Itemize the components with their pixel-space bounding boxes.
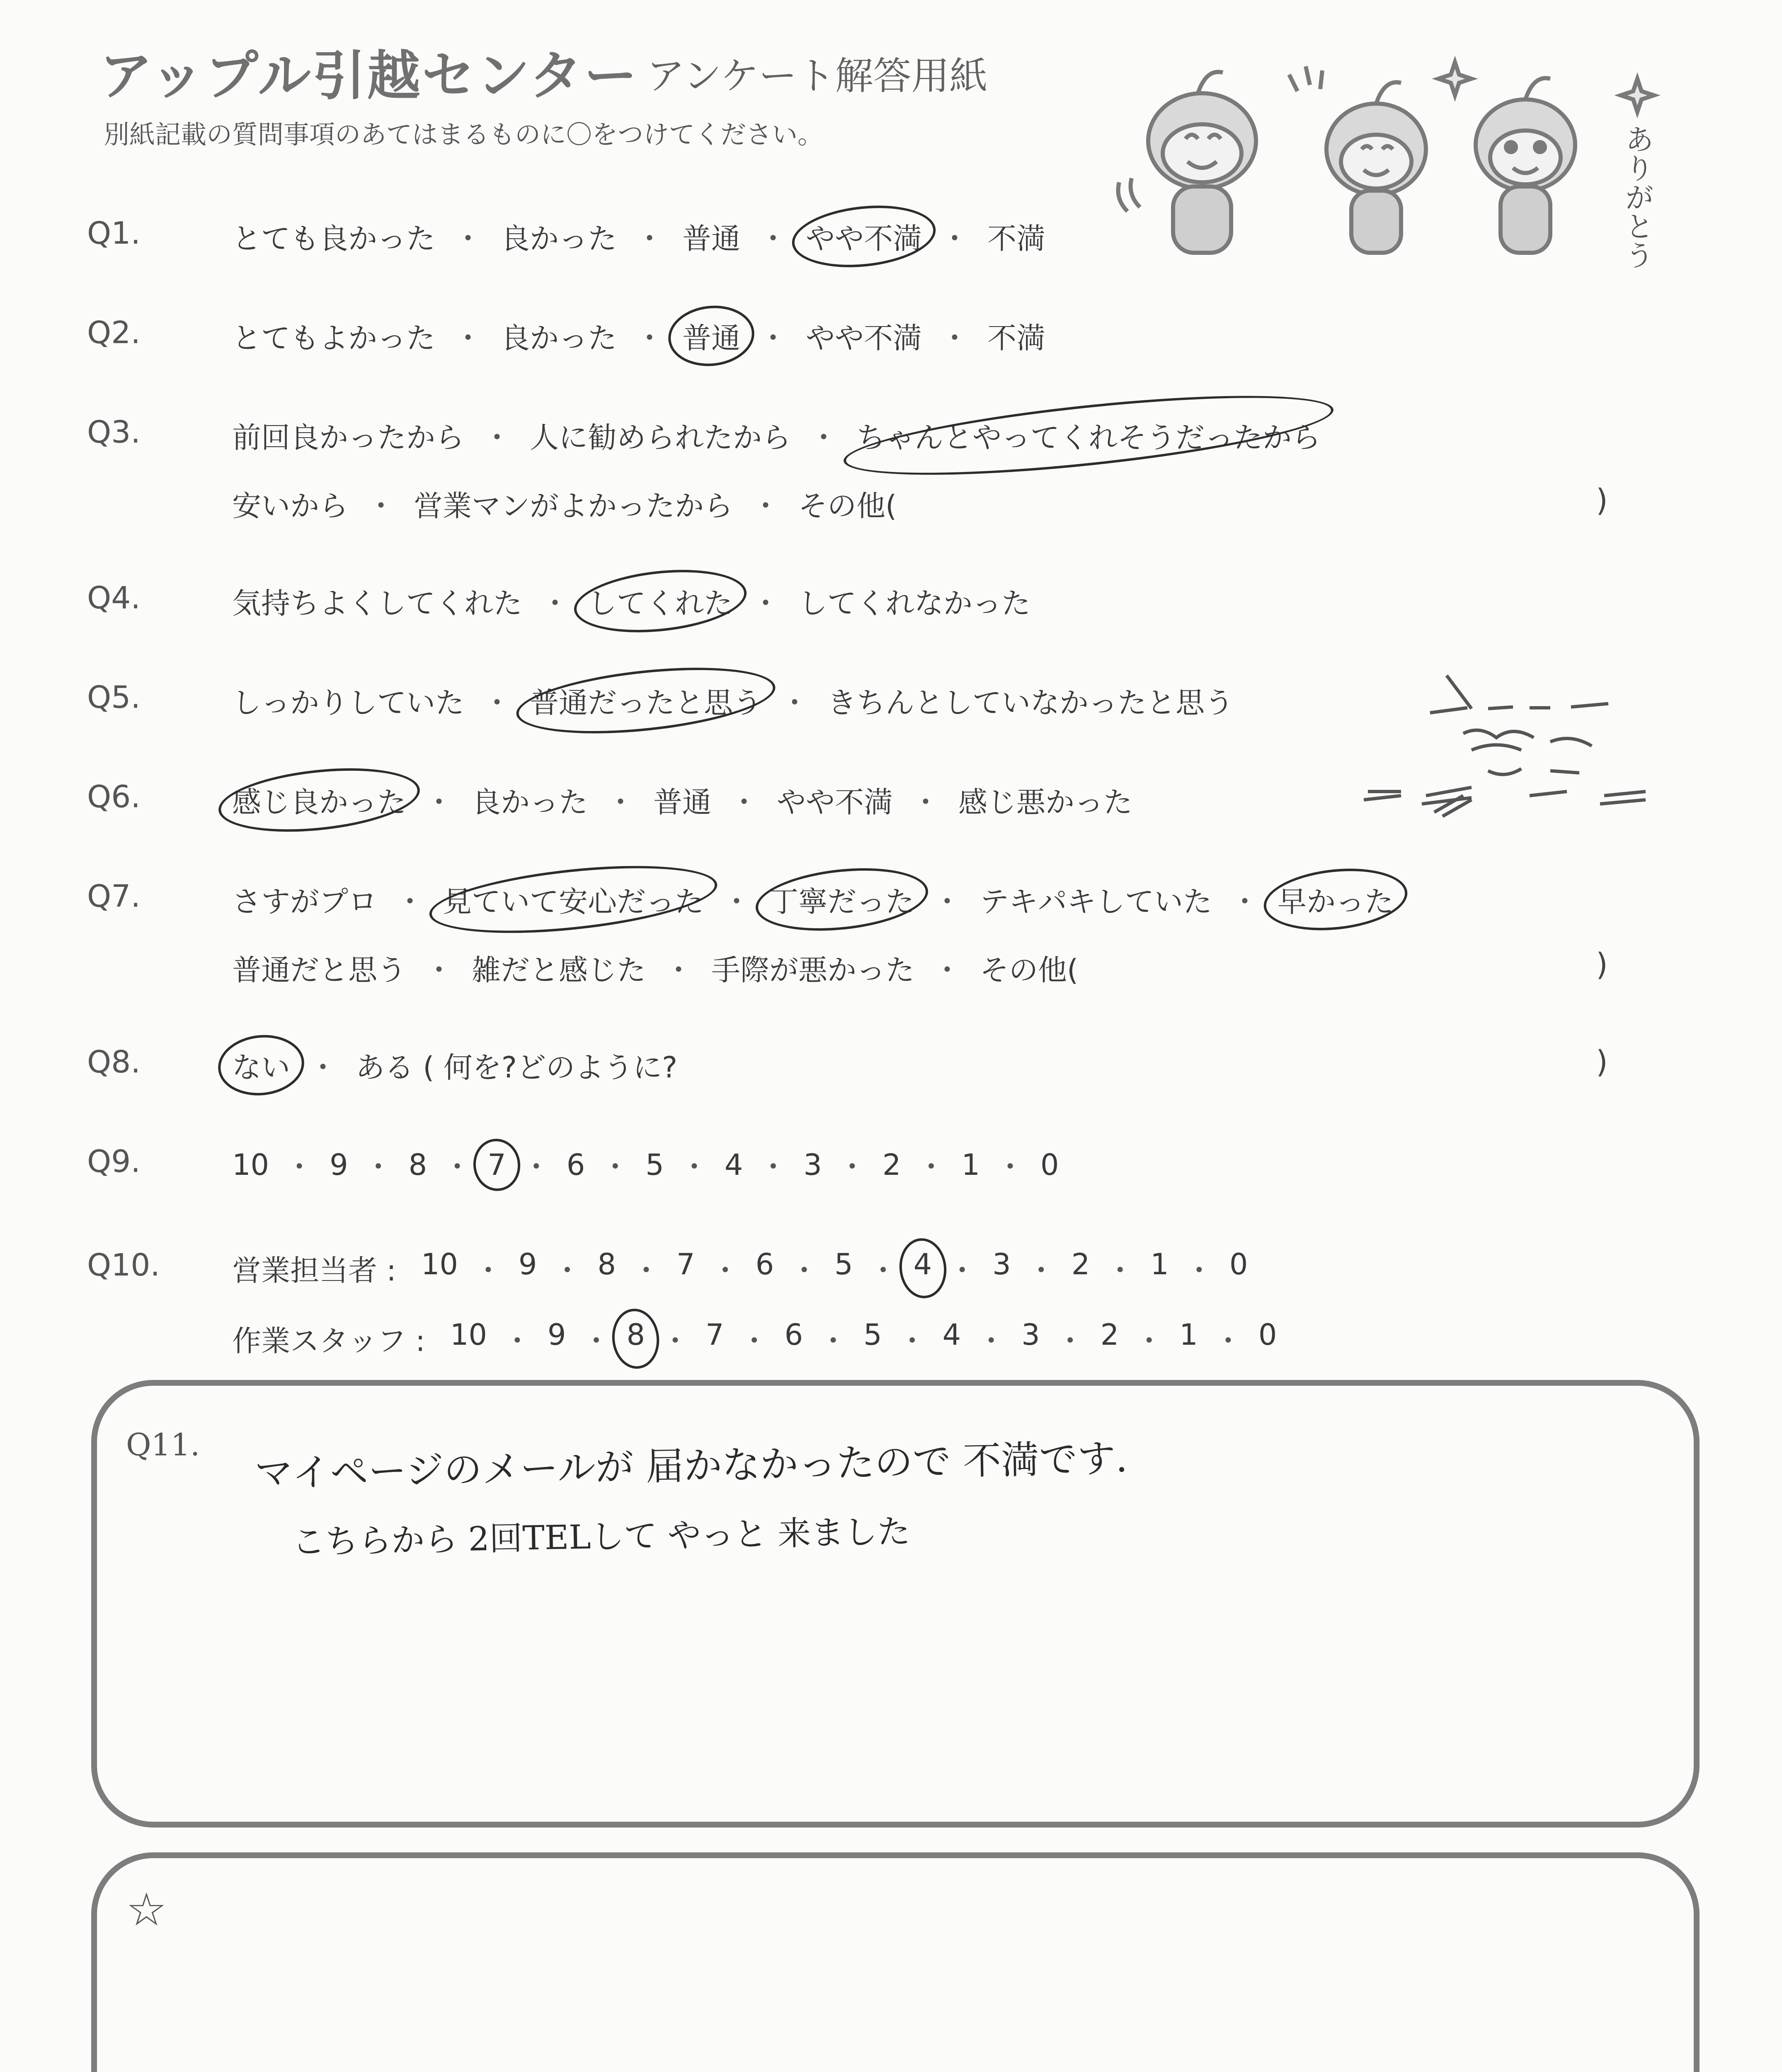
option-separator: ・ (819, 1324, 848, 1358)
option-separator: ・ (739, 1324, 769, 1358)
option-separator: ・ (780, 686, 809, 720)
q2-option[interactable]: やや不満 (806, 321, 922, 355)
q7-option[interactable]: さすがプロ (232, 885, 377, 919)
q9-option[interactable]: 7 (487, 1147, 506, 1182)
option-separator: ・ (661, 1324, 690, 1358)
q4-label: Q4. (87, 580, 141, 616)
q8-close-bracket: ) (1596, 1044, 1608, 1080)
option-separator: ・ (635, 222, 664, 256)
option-separator: ・ (730, 785, 759, 819)
q4-option[interactable]: してくれた (588, 580, 733, 622)
q8-option[interactable]: ない (232, 1044, 290, 1086)
q1-option[interactable]: やや不満 (806, 215, 922, 257)
option-separator: ・ (364, 1150, 393, 1184)
q3-label: Q3. (87, 414, 141, 450)
free-comment-box (91, 1852, 1700, 2072)
q10-staff-score-option[interactable]: 3 (1021, 1318, 1040, 1352)
q6-option[interactable]: 感じ良かった (232, 779, 406, 821)
q11-comment-line-2: こちらから 2回TELして やっと 来ました (291, 1512, 911, 1562)
q10-staff-row (232, 1318, 1277, 1360)
q9-option[interactable]: 0 (1040, 1147, 1059, 1182)
option-separator: ・ (751, 489, 780, 523)
mascot-thanks-text: ありがとう (1620, 124, 1654, 269)
option-separator: ・ (897, 1324, 927, 1358)
q7-option[interactable]: 見ていて安心だった (443, 879, 704, 920)
q10-staff-scale (450, 1318, 1277, 1360)
q9-option[interactable]: 1 (961, 1147, 980, 1182)
crossed-out-scribble (1355, 667, 1720, 833)
q10-sales-label: 営業担当者 : (232, 1254, 396, 1288)
option-separator: ・ (933, 885, 962, 919)
q7-option[interactable]: 普通だと思う (232, 953, 406, 987)
option-separator: ・ (482, 421, 512, 455)
q3-option[interactable]: 前回良かったから (232, 421, 464, 455)
q2-option[interactable]: 良かった (501, 321, 617, 355)
q10-staff-score-option[interactable]: 9 (547, 1318, 566, 1352)
q1-label: Q1. (87, 215, 141, 251)
option-separator: ・ (366, 489, 395, 523)
q6-option[interactable]: やや不満 (777, 785, 893, 819)
q5-option[interactable]: しっかりしていた (232, 686, 464, 720)
q3-options-row (232, 414, 1321, 456)
q7-option[interactable]: 丁寧だった (769, 879, 914, 920)
option-separator: ・ (710, 1254, 740, 1288)
q3-option[interactable]: 人に勧められたから (530, 421, 791, 455)
q7-label: Q7. (87, 879, 141, 914)
option-separator: ・ (916, 1150, 946, 1184)
q10-staff-score-option[interactable]: 0 (1258, 1318, 1277, 1352)
q11-comment-line-1: マイページのメールが 届かなかったので 不満です. (254, 1436, 1128, 1496)
q10-sales-score-option[interactable]: 5 (834, 1247, 853, 1281)
monkey-mascot-illustration (1111, 46, 1683, 269)
q9-option[interactable]: 3 (803, 1147, 822, 1182)
q10-staff-score-option[interactable]: 8 (626, 1318, 645, 1360)
q1-option[interactable]: 良かった (501, 222, 617, 256)
option-separator: ・ (911, 785, 940, 819)
q10-staff-label: 作業スタッフ : (232, 1324, 425, 1358)
option-separator: ・ (1184, 1254, 1214, 1288)
option-separator: ・ (759, 222, 788, 256)
option-separator: ・ (424, 785, 453, 819)
option-separator: ・ (606, 785, 635, 819)
option-separator: ・ (1230, 885, 1259, 919)
option-separator: ・ (790, 1254, 819, 1288)
option-separator: ・ (940, 222, 969, 256)
option-separator: ・ (837, 1150, 867, 1184)
q10-sales-row (232, 1247, 1248, 1289)
option-separator: ・ (948, 1254, 977, 1288)
q5-option[interactable]: きちんとしていなかったと思う (827, 686, 1234, 720)
q9-option[interactable]: 4 (724, 1147, 743, 1182)
q9-option[interactable]: 2 (882, 1147, 901, 1182)
option-separator: ・ (1055, 1324, 1085, 1358)
q11-comment-box (91, 1380, 1700, 1828)
q10-sales-score-option[interactable]: 2 (1071, 1247, 1090, 1281)
q9-option[interactable]: 8 (408, 1147, 427, 1182)
option-separator: ・ (582, 1324, 611, 1358)
option-separator: ・ (482, 686, 512, 720)
option-separator: ・ (868, 1254, 898, 1288)
q6-option[interactable]: 感じ悪かった (958, 785, 1132, 819)
q1-option[interactable]: 不満 (987, 222, 1045, 256)
q2-label: Q2. (87, 315, 141, 351)
q10-sales-score-option[interactable]: 10 (421, 1247, 458, 1281)
option-separator: ・ (424, 953, 453, 987)
q8-options-row (232, 1044, 677, 1086)
option-separator: ・ (635, 321, 664, 355)
q3-option[interactable]: ちゃんとやってくれそうだったから (856, 414, 1321, 456)
q10-sales-score-option[interactable]: 1 (1150, 1247, 1169, 1281)
q4-option[interactable]: してくれなかった (798, 586, 1030, 620)
q5-option[interactable]: 普通だったと思う (530, 680, 762, 721)
option-separator: ・ (453, 321, 482, 355)
option-separator: ・ (759, 321, 788, 355)
q10-staff-score-option[interactable]: 2 (1100, 1318, 1119, 1352)
option-separator: ・ (809, 421, 838, 455)
q3-option[interactable]: 安いから (232, 489, 348, 523)
q10-sales-score-option[interactable]: 7 (676, 1247, 695, 1281)
q3-option[interactable]: その他( (798, 489, 897, 523)
q1-options-row (232, 215, 1045, 257)
option-separator: ・ (1106, 1254, 1135, 1288)
q9-options-row (232, 1144, 1059, 1186)
option-separator: ・ (285, 1150, 314, 1184)
option-separator: ・ (502, 1324, 532, 1358)
q7-close-bracket: ) (1596, 947, 1608, 983)
q11-label: Q11. (126, 1427, 200, 1463)
q9-option[interactable]: 9 (330, 1147, 348, 1182)
option-separator: ・ (541, 586, 570, 620)
q1-option[interactable]: 普通 (682, 222, 740, 256)
q2-option[interactable]: とてもよかった (232, 321, 435, 355)
q6-option[interactable]: 普通 (653, 785, 711, 819)
q7-options-row (232, 879, 1394, 920)
option-separator: ・ (473, 1254, 503, 1288)
q4-options-row (232, 580, 1030, 622)
option-separator: ・ (632, 1254, 661, 1288)
q10-sales-score-option[interactable]: 4 (914, 1247, 932, 1289)
option-separator: ・ (940, 321, 969, 355)
option-separator: ・ (933, 953, 962, 987)
q7-option[interactable]: 手際が悪かった (711, 953, 914, 987)
option-separator: ・ (308, 1051, 337, 1084)
q7-option[interactable]: 雑だと感じた (472, 953, 646, 987)
option-separator: ・ (664, 953, 693, 987)
q2-options-row (232, 315, 1045, 357)
option-separator: ・ (395, 885, 424, 919)
q6-options-row (232, 779, 1132, 821)
q2-option[interactable]: 不満 (987, 321, 1045, 355)
q10-sales-score-option[interactable]: 3 (992, 1247, 1011, 1281)
star-icon: ☆ (126, 1883, 167, 1936)
option-separator: ・ (1026, 1254, 1056, 1288)
q3-options-row (232, 483, 897, 525)
q10-staff-score-option[interactable]: 4 (942, 1318, 961, 1352)
q10-sales-score-option[interactable]: 0 (1229, 1247, 1248, 1281)
option-separator: ・ (1213, 1324, 1243, 1358)
q2-option[interactable]: 普通 (682, 315, 740, 357)
option-separator: ・ (601, 1150, 630, 1184)
q9-option[interactable]: 5 (645, 1147, 664, 1182)
q10-sales-scale (421, 1247, 1248, 1289)
monkey-mascot-center (1289, 66, 1426, 253)
q10-staff-score-option[interactable]: 1 (1179, 1318, 1198, 1352)
q8-label: Q8. (87, 1044, 141, 1080)
q10-sales-score-option[interactable]: 9 (518, 1247, 537, 1281)
option-separator: ・ (1135, 1324, 1164, 1358)
monkey-mascot-left (1118, 72, 1256, 253)
option-separator: ・ (553, 1254, 582, 1288)
q1-option[interactable]: とても良かった (232, 222, 435, 256)
q4-option[interactable]: 気持ちよくしてくれた (232, 586, 522, 620)
q10-label: Q10. (87, 1247, 160, 1283)
option-separator: ・ (996, 1150, 1025, 1184)
q3-option[interactable]: 営業マンがよかったから (414, 489, 733, 523)
option-separator: ・ (722, 885, 751, 919)
option-separator: ・ (679, 1150, 709, 1184)
q10-staff-score-option[interactable]: 5 (863, 1318, 882, 1352)
q9-option[interactable]: 10 (232, 1147, 269, 1182)
option-separator: ・ (453, 222, 482, 256)
q10-staff-score-option[interactable]: 6 (784, 1318, 803, 1352)
q8-option[interactable]: ある ( 何を?どのように? (356, 1051, 678, 1084)
q7-options-row (232, 947, 1078, 989)
q3-close-bracket: ) (1596, 483, 1608, 518)
q6-option[interactable]: 良かった (472, 785, 588, 819)
option-separator: ・ (521, 1150, 551, 1184)
option-separator: ・ (759, 1150, 788, 1184)
form-instruction: 別紙記載の質問事項のあてはまるものに〇をつけてください。 (104, 119, 824, 150)
q10-staff-score-option[interactable]: 10 (450, 1318, 487, 1352)
q6-label: Q6. (87, 779, 141, 815)
q7-option[interactable]: その他( (980, 953, 1079, 987)
q7-option[interactable]: 早かった (1278, 879, 1394, 920)
form-subtitle: アンケート解答用紙 (647, 54, 988, 98)
option-separator: ・ (977, 1324, 1006, 1358)
q7-option[interactable]: テキパキしていた (980, 885, 1212, 919)
option-separator: ・ (751, 586, 780, 620)
q5-label: Q5. (87, 680, 141, 715)
q9-label: Q9. (87, 1144, 141, 1179)
q5-options-row (232, 680, 1234, 721)
form-title: アップル引越センター (99, 45, 639, 107)
q9-option[interactable]: 6 (566, 1147, 585, 1182)
q10-sales-score-option[interactable]: 6 (755, 1247, 774, 1281)
q10-staff-score-option[interactable]: 7 (706, 1318, 724, 1352)
option-separator: ・ (443, 1150, 472, 1184)
q10-sales-score-option[interactable]: 8 (597, 1247, 616, 1281)
